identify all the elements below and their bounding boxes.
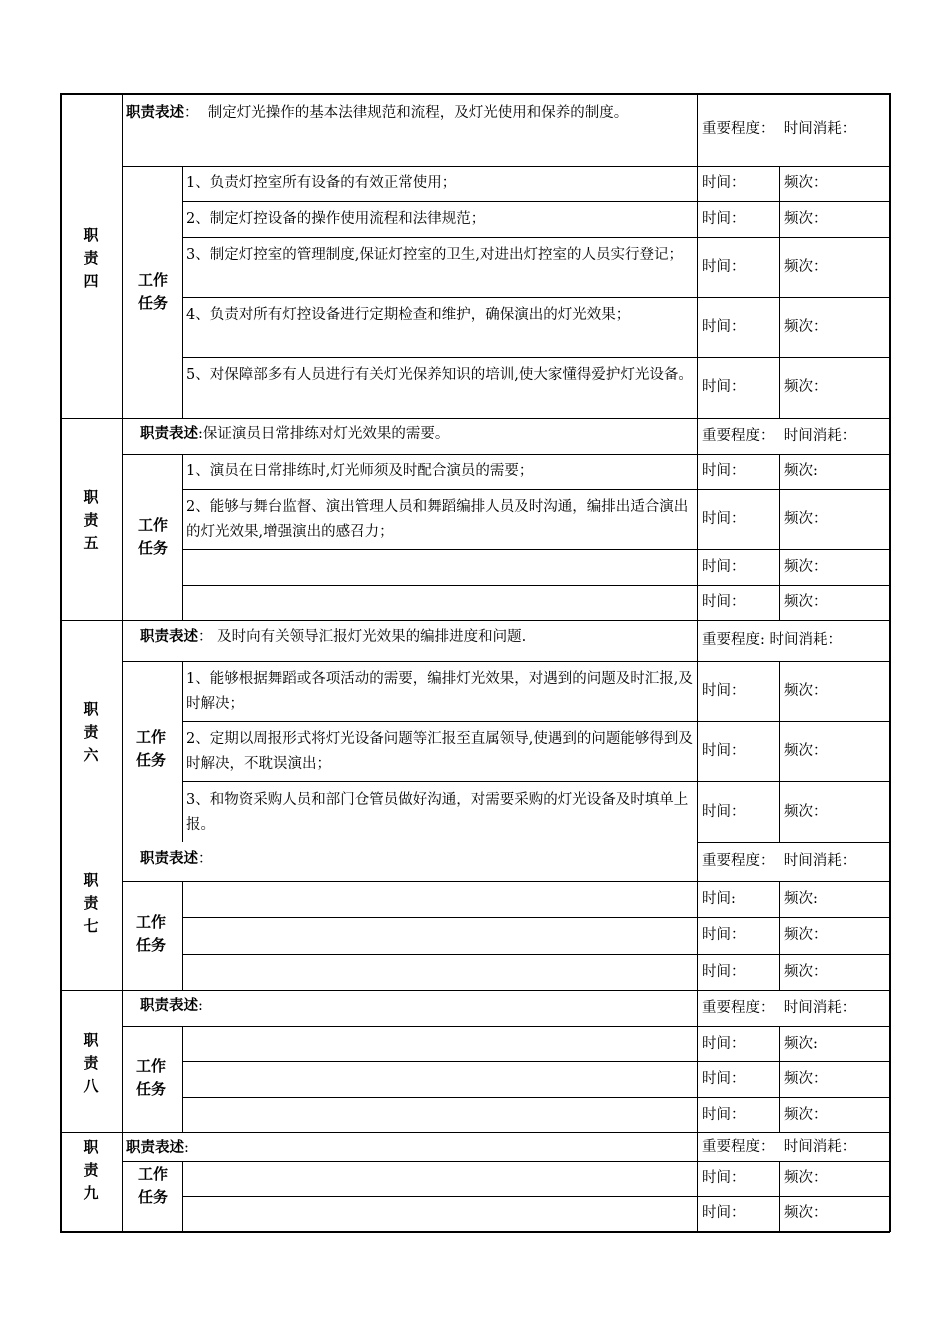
duty-description: 职责表述:保证演员日常排练对灯光效果的需要。 (140, 425, 450, 442)
freq-label: 频次: (784, 1036, 818, 1052)
freq-label: 频次： (784, 1170, 828, 1186)
time-label: 时间： (702, 319, 746, 335)
table-border-left (60, 93, 62, 1232)
time-label: 时间: (702, 891, 736, 907)
freq-label: 频次： (784, 511, 828, 527)
time-label: 时间： (702, 1205, 746, 1221)
task-item: 1、能够根据舞蹈或各项活动的需要，编排灯光效果，对遇到的问题及时汇报,及时解决； (186, 671, 693, 712)
row-divider (182, 357, 890, 358)
freq-label: 频次： (784, 594, 828, 610)
duty-label: 职 责 四 (83, 226, 99, 290)
column-divider (779, 661, 780, 842)
freq-label: 频次： (784, 964, 828, 980)
column-divider (182, 166, 183, 418)
importance-time-cost: 重要程度： 时间消耗： (702, 1000, 857, 1016)
importance-time-cost: 重要程度： 时间消耗： (702, 428, 857, 444)
column-divider (182, 1026, 183, 1132)
importance-time-cost: 重要程度: 时间消耗： (702, 632, 842, 648)
section-divider (60, 620, 890, 621)
duty-description: 职责表述： 及时向有关领导汇报灯光效果的编排进度和问题. (140, 628, 527, 645)
time-label: 时间： (702, 175, 746, 191)
duty-label: 职 责 六 (83, 700, 99, 764)
row-divider (697, 842, 890, 843)
column-divider (122, 93, 123, 1232)
section-divider (60, 990, 890, 991)
column-divider (779, 166, 780, 418)
task-item: 4、负责对所有灯控设备进行定期检查和维护，确保演出的灯光效果； (186, 307, 631, 323)
row-divider (182, 721, 890, 722)
row-divider (182, 1196, 890, 1197)
time-label: 时间： (702, 559, 746, 575)
freq-label: 频次： (784, 683, 828, 699)
duty-description: 职责表述： 制定灯光操作的基本法律规范和流程，及灯光使用和保养的制度。 (126, 104, 629, 121)
freq-label: 频次： (784, 1205, 828, 1221)
freq-label: 频次： (784, 804, 828, 820)
time-label: 时间： (702, 511, 746, 527)
task-item: 2、能够与舞台监督、演出管理人员和舞蹈编排人员及时沟通，编排出适合演出的灯光效果,增强演出的感召力； (186, 499, 689, 540)
duty-label: 职 责 八 (83, 1031, 99, 1095)
freq-label: 频次: (784, 463, 818, 479)
task-item: 3、和物资采购人员和部门仓管员做好沟通，对需要采购的灯光设备及时填单上报。 (186, 792, 689, 833)
freq-label: 频次： (784, 175, 828, 191)
task-item: 2、定期以周报形式将灯光设备问题等汇报至直属领导,使遇到的问题能够得到及时解决，不耽误演出； (186, 731, 693, 772)
importance-time-cost: 重要程度： 时间消耗： (702, 853, 857, 869)
freq-label: 频次： (784, 927, 828, 943)
row-divider (122, 661, 890, 662)
freq-label: 频次： (784, 1071, 828, 1087)
time-label: 时间： (702, 964, 746, 980)
row-divider (182, 489, 890, 490)
freq-label: 频次： (784, 379, 828, 395)
freq-label: 频次： (784, 319, 828, 335)
duty-description: 职责表述: (140, 997, 203, 1014)
time-label: 时间： (702, 804, 746, 820)
work-task-label: 工作 任务 (135, 728, 166, 769)
freq-label: 频次： (784, 559, 828, 575)
row-divider (182, 201, 890, 202)
time-label: 时间： (702, 379, 746, 395)
table-border-top (60, 93, 890, 95)
row-divider (182, 1061, 890, 1062)
time-label: 时间： (702, 594, 746, 610)
time-label: 时间： (702, 259, 746, 275)
column-divider (182, 881, 183, 990)
freq-label: 频次： (784, 259, 828, 275)
time-label: 时间： (702, 683, 746, 699)
work-task-label: 工作 任务 (135, 1057, 166, 1098)
time-label: 时间： (702, 463, 746, 479)
work-task-label: 工作 任务 (135, 913, 166, 954)
row-divider (122, 1161, 890, 1162)
duty-label: 职 责 五 (83, 488, 99, 552)
task-item: 5、对保障部多有人员进行有关灯光保养知识的培训,使大家懂得爱护灯光设备。 (186, 367, 693, 383)
time-label: 时间： (702, 211, 746, 227)
row-divider (122, 454, 890, 455)
duty-description: 职责表述: (126, 1139, 189, 1156)
duty-label: 职 责 七 (83, 871, 99, 935)
freq-label: 频次: (784, 891, 818, 907)
column-divider (779, 1026, 780, 1132)
row-divider (182, 781, 890, 782)
time-label: 时间： (702, 927, 746, 943)
row-divider (182, 1097, 890, 1098)
row-divider (122, 1026, 890, 1027)
row-divider (182, 954, 890, 955)
work-task-label: 工作 任务 (137, 1165, 168, 1206)
task-item: 1、负责灯控室所有设备的有效正常使用； (186, 175, 457, 191)
importance-time-cost: 重要程度： 时间消耗： (702, 121, 857, 137)
section-divider (60, 1132, 890, 1133)
time-label: 时间： (702, 1170, 746, 1186)
section-divider (60, 418, 890, 419)
row-divider (122, 881, 890, 882)
task-item: 3、制定灯控室的管理制度,保证灯控室的卫生,对进出灯控室的人员实行登记； (186, 247, 683, 263)
freq-label: 频次： (784, 211, 828, 227)
duty-label: 职 责 九 (83, 1138, 99, 1202)
work-task-label: 工作 任务 (137, 271, 168, 312)
time-label: 时间： (702, 1071, 746, 1087)
table-border-bottom (60, 1231, 890, 1233)
row-divider (182, 917, 890, 918)
time-label: 时间： (702, 743, 746, 759)
task-item: 2、制定灯控设备的操作使用流程和法律规范； (186, 211, 486, 227)
time-label: 时间： (702, 1036, 746, 1052)
time-label: 时间： (702, 1107, 746, 1123)
column-divider (182, 661, 183, 842)
row-divider (182, 585, 890, 586)
freq-label: 频次： (784, 1107, 828, 1123)
column-divider (182, 454, 183, 620)
freq-label: 频次： (784, 743, 828, 759)
row-divider (122, 166, 890, 167)
duty-description: 职责表述： (140, 850, 213, 867)
column-divider (779, 454, 780, 620)
column-divider (779, 881, 780, 990)
work-task-label: 工作 任务 (137, 516, 168, 557)
row-divider (182, 237, 890, 238)
task-item: 1、演员在日常排练时,灯光师须及时配合演员的需要； (186, 463, 534, 479)
row-divider (182, 297, 890, 298)
importance-time-cost: 重要程度： 时间消耗： (702, 1139, 857, 1155)
row-divider (182, 549, 890, 550)
